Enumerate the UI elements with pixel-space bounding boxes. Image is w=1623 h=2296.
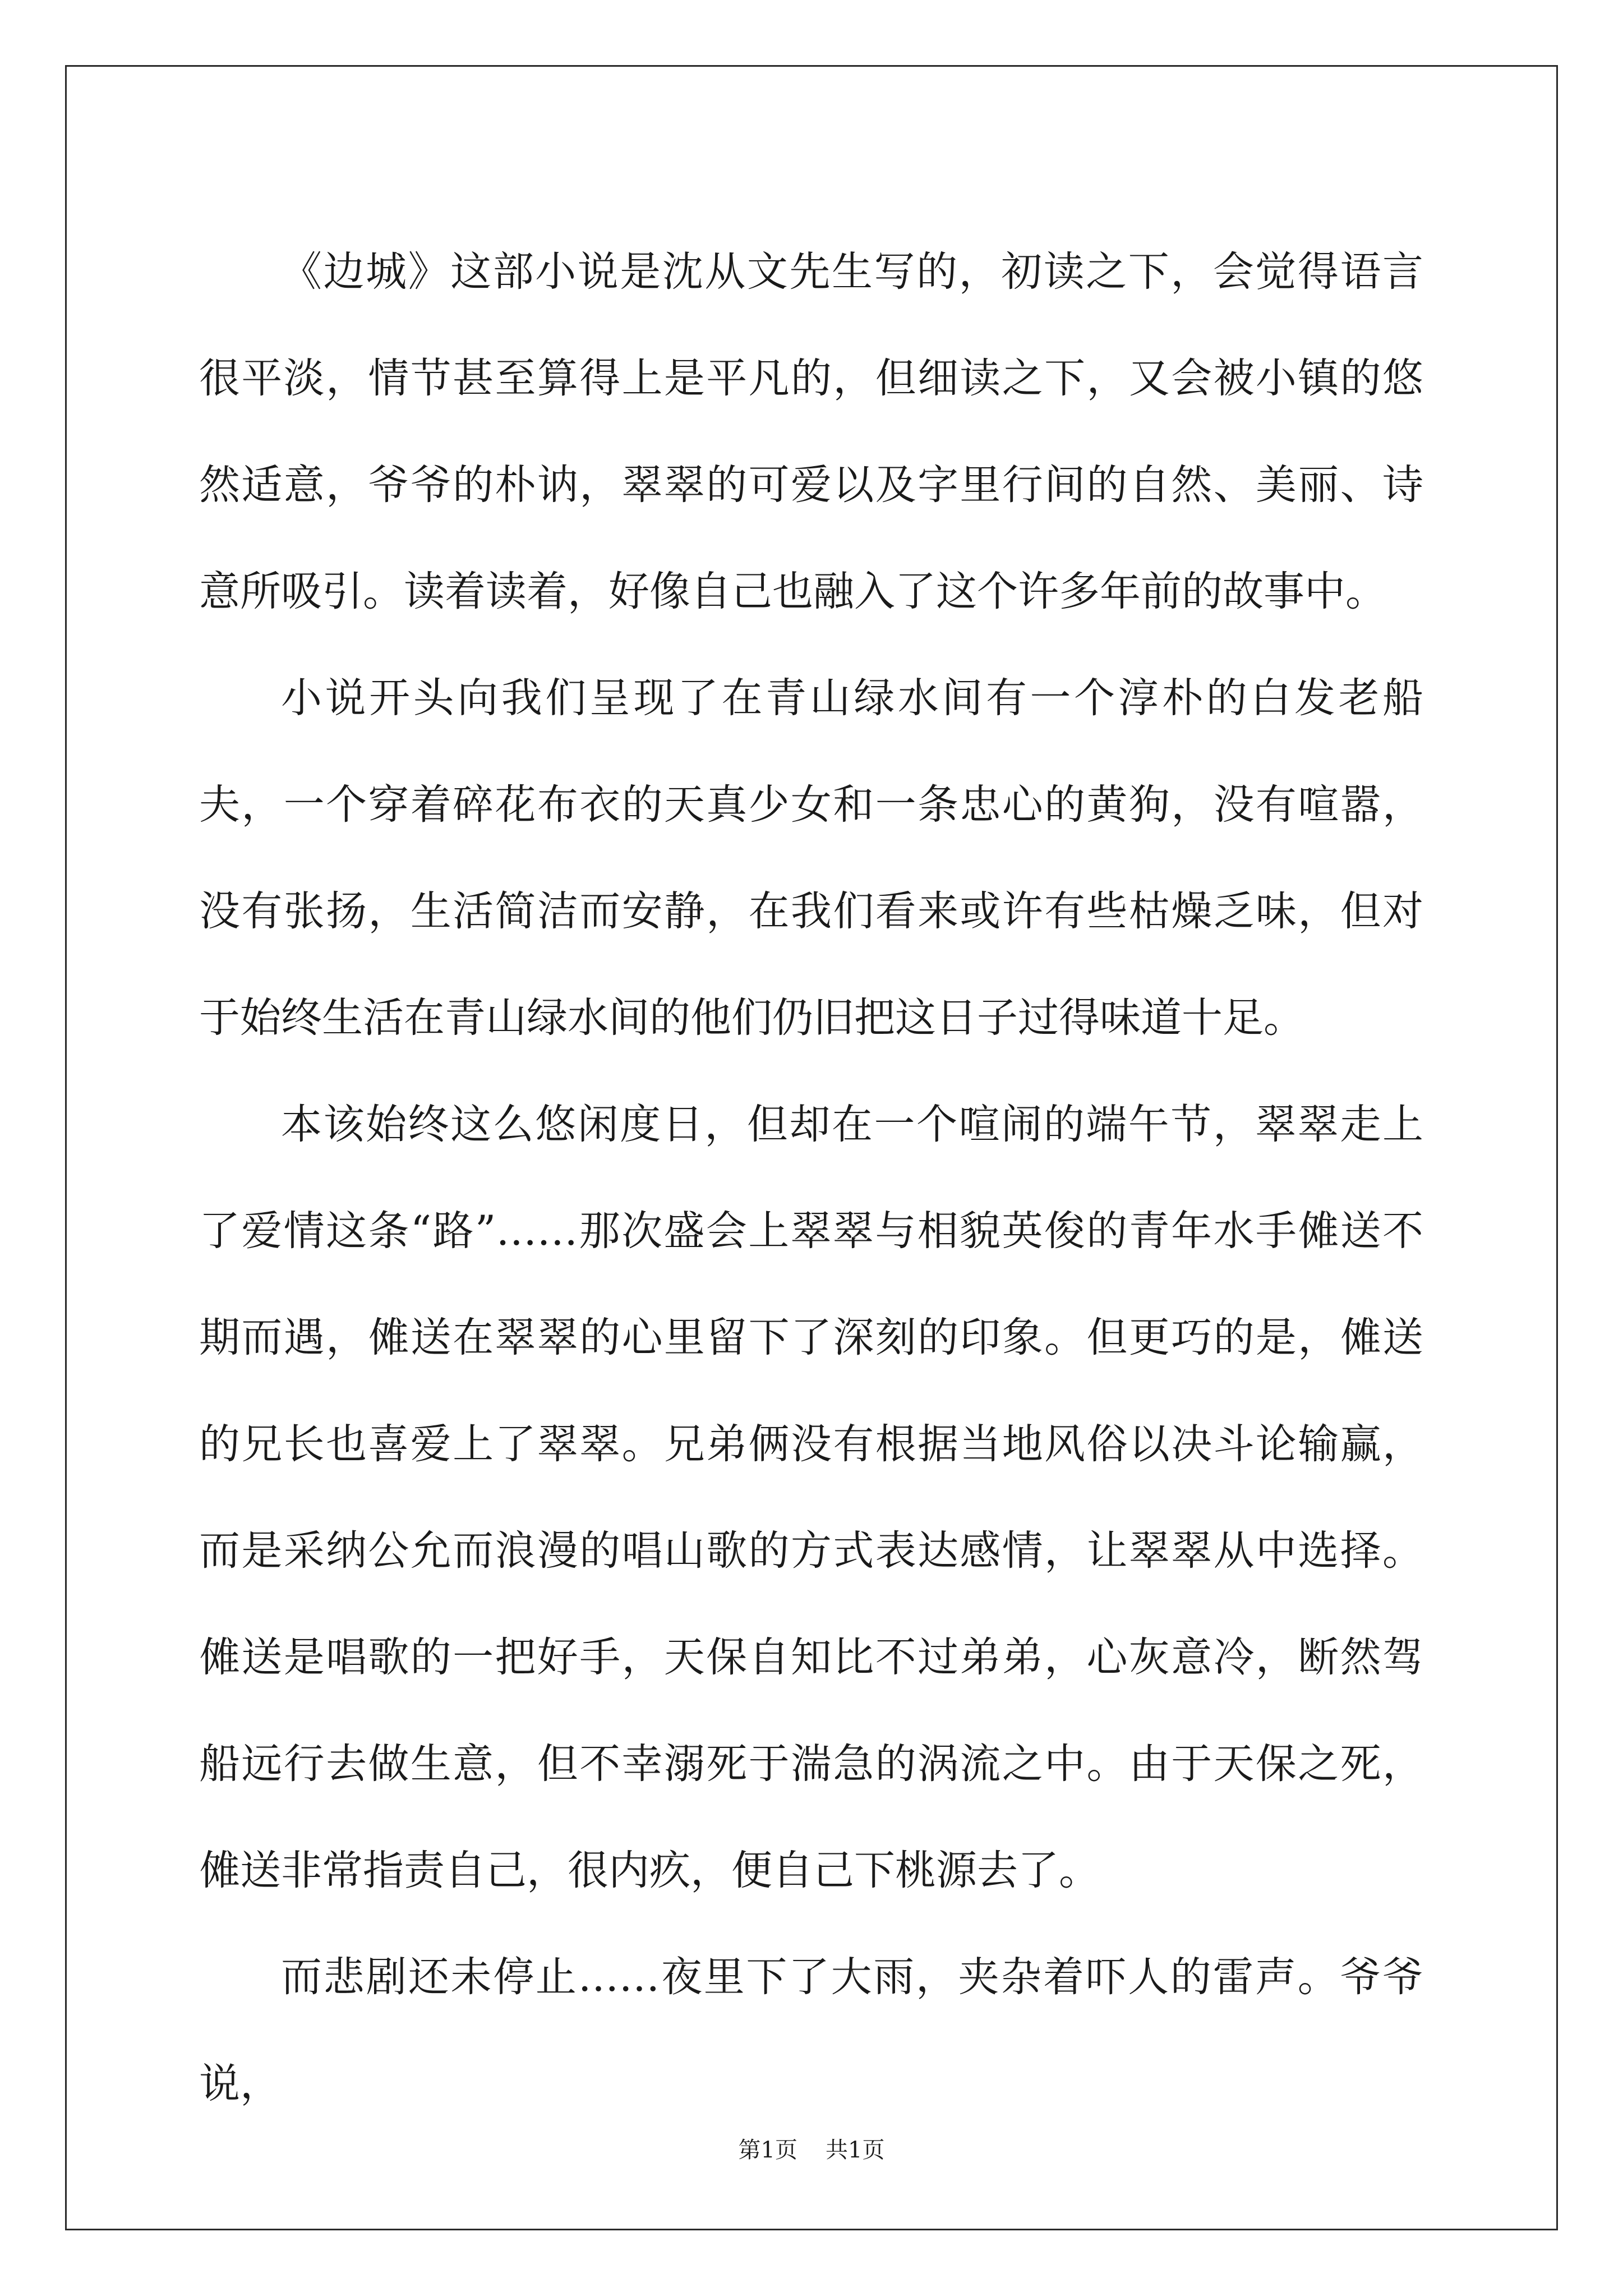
paragraph-2: 小说开头向我们呈现了在青山绿水间有一个淳朴的白发老船夫，一个穿着碎花布衣的天真少女和一条忠心的黄狗，没有喧嚣，没有张扬，生活简洁而安静，在我们看来或许有些枯燥乏味，但对于始终生活在青山绿水间的他们仍旧把这日子过得味道十足。: [199, 674, 1423, 1042]
document-body: [199, 219, 1423, 2137]
paragraph-1: 《边城》这部小说是沈从文先生写的，初读之下，会觉得语言很平淡，情节甚至算得上是平凡的，但细读之下，又会被小镇的悠然适意，爷爷的朴讷，翠翠的可爱以及字里行间的自然、美丽、诗意所吸引。读着读着，好像自己也融入了这个许多年前的故事中。: [199, 248, 1423, 615]
page-footer: [0, 2136, 1623, 2164]
paragraph-3: 本该始终这么悠闲度日，但却在一个喧闹的端午节，翠翠走上了爱情这条“路”……那次盛会上翠翠与相貌英俊的青年水手傩送不期而遇，傩送在翠翠的心里留下了深刻的印象。但更巧的是，傩送的兄长也喜爱上了翠翠。兄弟俩没有根据当地风俗以决斗论输赢，而是采纳公允而浪漫的唱山歌的方式表达感情，让翠翠从中选择。傩送是唱歌的一把好手，天保自知比不过弟弟，心灰意冷，断然驾船远行去做生意，但不幸溺死于湍急的涡流之中。由于天保之死，傩送非常指责自己，很内疚，便自己下桃源去了。: [199, 1101, 1423, 1894]
page-total: 共1页: [826, 2137, 885, 2163]
page-number: 第1页: [738, 2137, 797, 2163]
paragraph-4: 而悲剧还未停止……夜里下了大雨，夹杂着吓人的雷声。爷爷说，: [199, 1953, 1423, 2108]
